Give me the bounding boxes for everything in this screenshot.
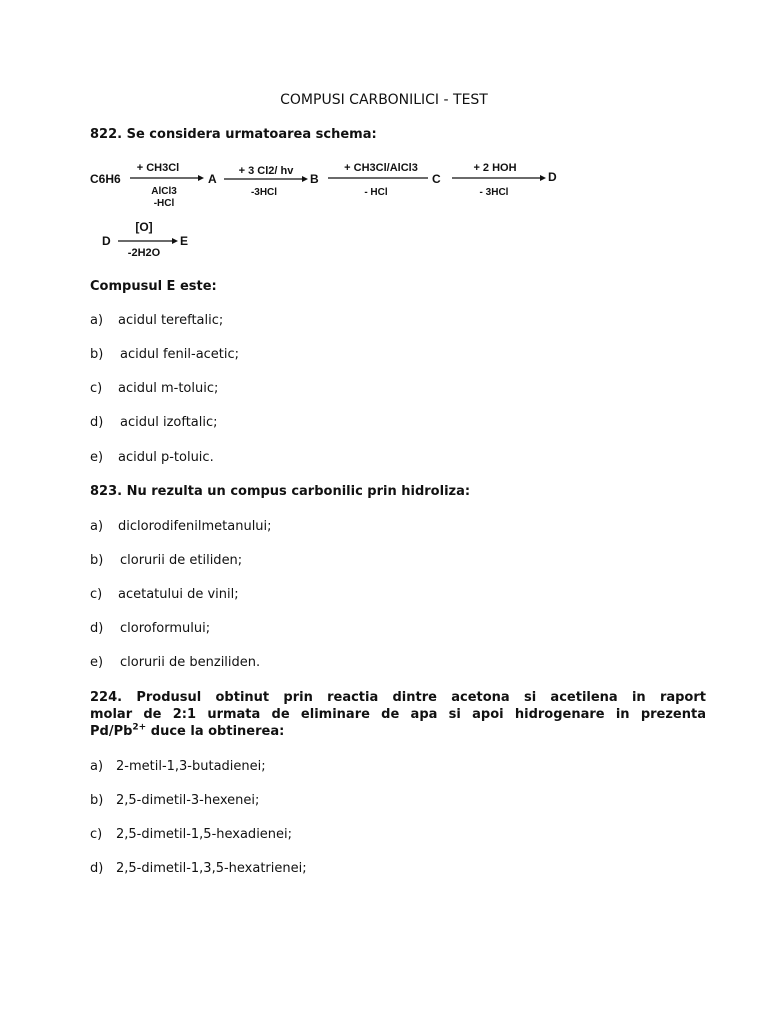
option-text: 2,5-dimetil-3-hexenei; bbox=[116, 793, 260, 808]
option-text: cloroformului; bbox=[120, 621, 211, 636]
scheme-step1-bottom2: -HCl bbox=[153, 198, 175, 209]
option-823-d[interactable] bbox=[90, 621, 210, 636]
question-823-heading: 823. Nu rezulta un compus carbonilic prin hidroliza: bbox=[90, 484, 471, 499]
option-text: clorurii de etiliden; bbox=[120, 553, 243, 568]
option-822-d[interactable] bbox=[90, 415, 218, 430]
option-224-d[interactable] bbox=[90, 861, 307, 876]
option-letter: b) bbox=[90, 347, 104, 362]
reaction-scheme bbox=[88, 150, 568, 260]
option-text: clorurii de benziliden. bbox=[120, 655, 261, 670]
page-title: COMPUSI CARBONILICI - TEST bbox=[280, 92, 488, 108]
scheme-step1-bottom1: AlCl3 bbox=[151, 186, 177, 197]
scheme-step5-top: [O] bbox=[135, 220, 153, 234]
question-822-heading: 822. Se considera urmatoarea schema: bbox=[90, 127, 377, 142]
option-text: 2-metil-1,3-butadienei; bbox=[116, 759, 266, 774]
question-224-line2: molar de 2:1 urmata de eliminare de apa si apoi hidrogenare in prezenta bbox=[90, 707, 706, 722]
scheme-start: C6H6 bbox=[90, 172, 121, 186]
option-text: acidul izoftalic; bbox=[120, 415, 218, 430]
option-822-b[interactable] bbox=[90, 347, 239, 362]
option-text: acetatului de vinil; bbox=[118, 587, 239, 602]
scheme-step5-bottom: -2H2O bbox=[127, 247, 161, 259]
scheme-step4-top: + 2 HOH bbox=[473, 162, 517, 174]
scheme-step4-bottom: - 3HCl bbox=[479, 187, 509, 198]
option-822-e[interactable] bbox=[90, 450, 214, 465]
scheme-product-c: C bbox=[432, 172, 441, 186]
option-letter: e) bbox=[90, 655, 104, 670]
option-text: 2,5-dimetil-1,3,5-hexatrienei; bbox=[116, 861, 307, 876]
option-letter: d) bbox=[90, 861, 104, 876]
option-823-c[interactable] bbox=[90, 587, 239, 602]
option-text: acidul tereftalic; bbox=[118, 313, 224, 328]
option-letter: e) bbox=[90, 450, 104, 465]
scheme-product-a: A bbox=[208, 172, 217, 186]
option-823-a[interactable] bbox=[90, 519, 272, 534]
option-letter: c) bbox=[90, 827, 103, 842]
scheme-step3-top: + CH3Cl/AlCl3 bbox=[344, 162, 418, 174]
scheme-step3-bottom: - HCl bbox=[364, 187, 388, 198]
option-letter: c) bbox=[90, 587, 103, 602]
superscript-charge: 2+ bbox=[132, 722, 147, 733]
option-822-c[interactable] bbox=[90, 381, 218, 396]
option-letter: b) bbox=[90, 553, 104, 568]
question-822-prompt: Compusul E este: bbox=[90, 279, 217, 294]
question-224-heading bbox=[90, 689, 706, 740]
option-text: acidul fenil-acetic; bbox=[120, 347, 240, 362]
option-letter: a) bbox=[90, 759, 104, 774]
option-822-a[interactable] bbox=[90, 313, 223, 328]
question-224-line1: 224. Produsul obtinut prin reactia dintre acetona si acetilena in raport bbox=[90, 690, 706, 705]
option-text: 2,5-dimetil-1,5-hexadienei; bbox=[116, 827, 293, 842]
option-224-b[interactable] bbox=[90, 793, 259, 808]
option-letter: b) bbox=[90, 793, 104, 808]
scheme-step2-bottom: -3HCl bbox=[250, 187, 278, 198]
question-224-line3: $Pd/Pb^{2+}$ duce la obtinerea: bbox=[90, 722, 285, 739]
option-823-b[interactable] bbox=[90, 553, 242, 568]
option-text: acidul m-toluic; bbox=[118, 381, 219, 396]
scheme-step2-top: + 3 Cl2/ hv bbox=[238, 165, 294, 177]
option-text: diclorodifenilmetanului; bbox=[118, 519, 272, 534]
option-823-e[interactable] bbox=[90, 655, 260, 670]
scheme-product-b: B bbox=[310, 172, 319, 186]
option-text: acidul p-toluic. bbox=[118, 450, 214, 465]
option-letter: c) bbox=[90, 381, 103, 396]
scheme-product-d: D bbox=[548, 170, 557, 184]
option-letter: a) bbox=[90, 519, 104, 534]
option-letter: d) bbox=[90, 415, 104, 430]
option-224-c[interactable] bbox=[90, 827, 292, 842]
option-224-a[interactable] bbox=[90, 759, 266, 774]
option-letter: a) bbox=[90, 313, 104, 328]
option-letter: d) bbox=[90, 621, 104, 636]
scheme-step1-top: + CH3Cl bbox=[136, 162, 180, 174]
scheme-product-e: E bbox=[180, 234, 189, 248]
scheme-line2-start: D bbox=[102, 234, 111, 248]
